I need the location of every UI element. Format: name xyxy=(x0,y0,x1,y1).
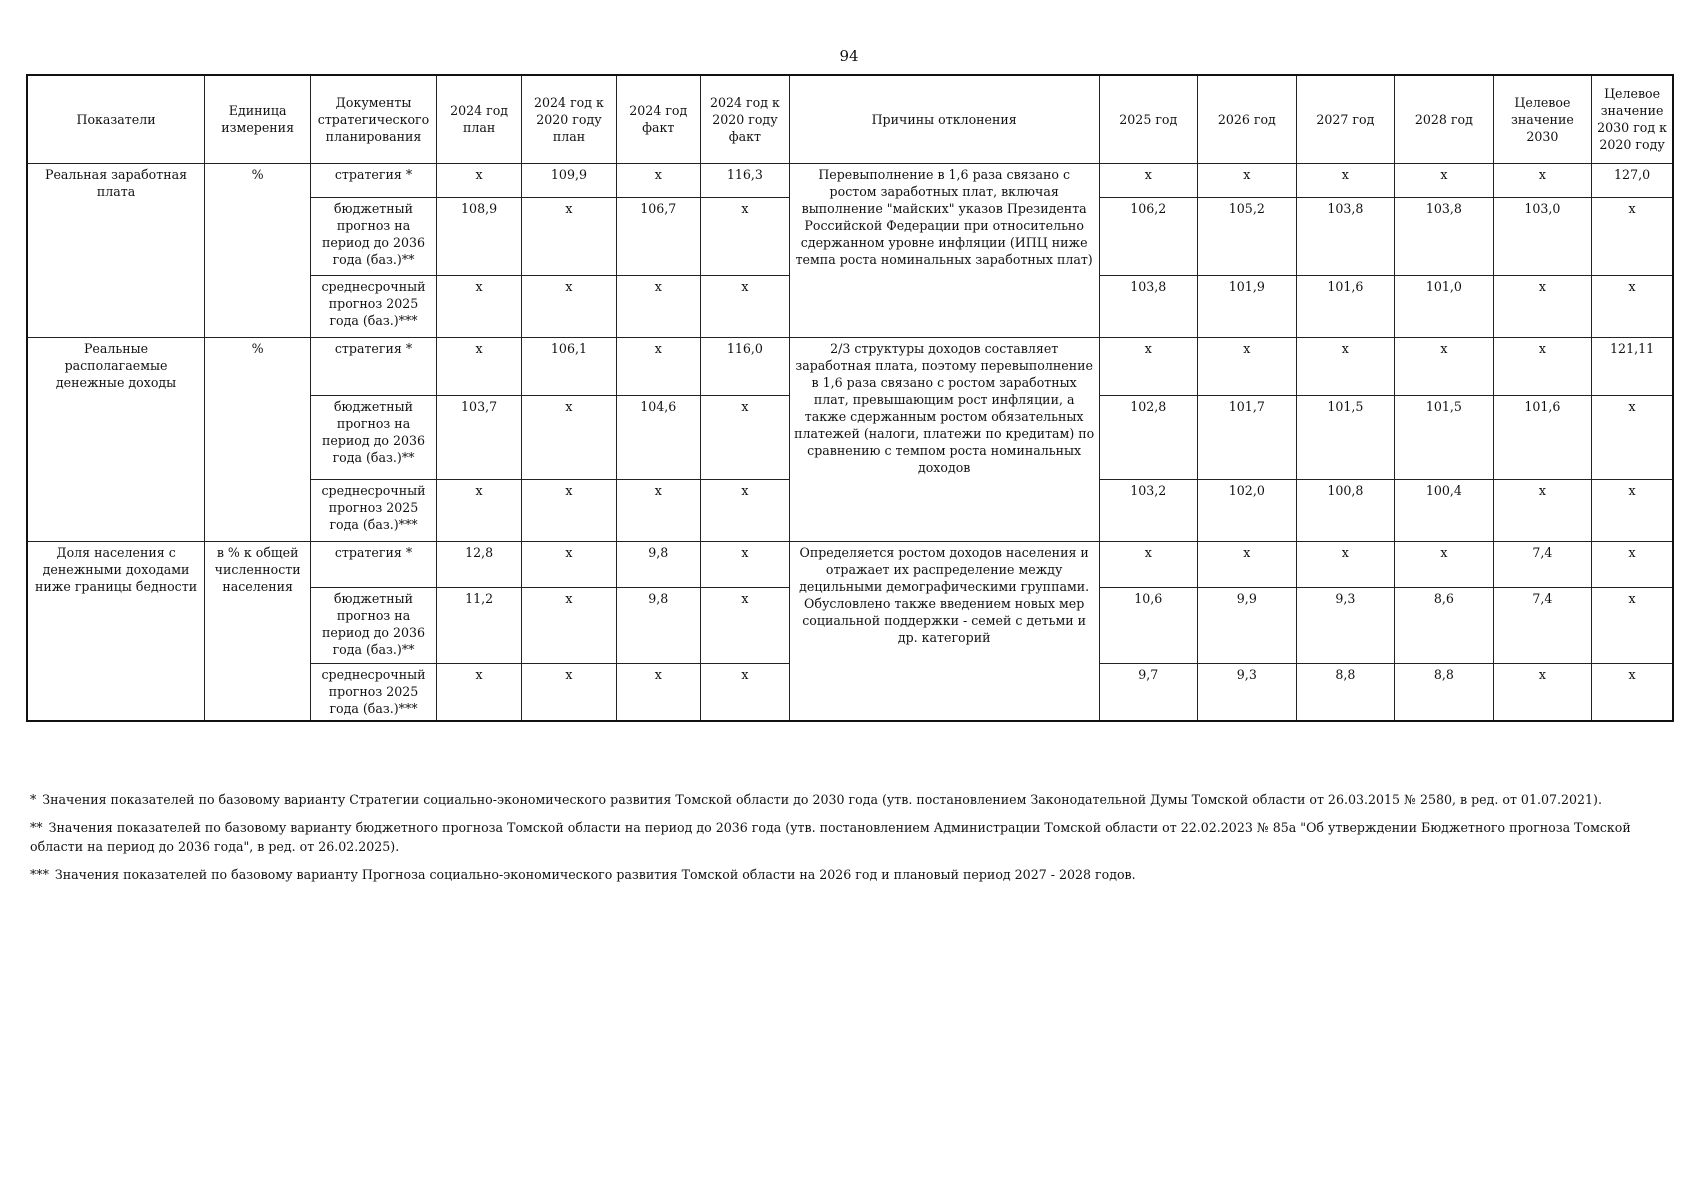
forecast-cell: x xyxy=(1592,275,1673,337)
value-cell: x xyxy=(436,479,522,541)
value-cell: x xyxy=(522,479,616,541)
forecast-cell: 101,5 xyxy=(1395,395,1494,479)
forecast-cell: x xyxy=(1493,275,1592,337)
footnote-text: Значения показателей по базовому варианту Стратегии социально-экономического развития Томской области до 2030 года (утв. постановлением Законодательной Думы Томской области от 26.03.2015 № 2580, в ред. от 01.07.2021). xyxy=(42,792,1602,807)
forecast-cell: x xyxy=(1099,541,1198,587)
header-cell: 2025 год xyxy=(1099,75,1198,163)
forecast-cell: 101,7 xyxy=(1198,395,1297,479)
header-cell: 2026 год xyxy=(1198,75,1297,163)
unit-cell: % xyxy=(205,163,311,337)
value-cell: 108,9 xyxy=(436,197,522,275)
forecast-cell: x xyxy=(1198,541,1297,587)
indicators-table xyxy=(26,74,1674,722)
forecast-cell: x xyxy=(1296,541,1395,587)
forecast-cell: 101,0 xyxy=(1395,275,1494,337)
document-cell: бюджетный прогноз на период до 2036 года (баз.)** xyxy=(311,395,437,479)
value-cell: x xyxy=(522,587,616,663)
footnote-text: Значения показателей по базовому варианту Прогноза социально-экономического развития Томской области на 2026 год и плановый период 2027 - 2028 годов. xyxy=(54,866,1136,882)
value-cell: 103,7 xyxy=(436,395,522,479)
forecast-cell: x xyxy=(1395,541,1494,587)
forecast-cell: x xyxy=(1296,163,1395,197)
forecast-cell: x xyxy=(1493,663,1592,721)
value-cell: x xyxy=(522,395,616,479)
forecast-cell: x xyxy=(1493,337,1592,395)
footnote xyxy=(30,791,1670,809)
table-header xyxy=(27,75,1673,163)
forecast-cell: 101,6 xyxy=(1296,275,1395,337)
header-cell: 2027 год xyxy=(1296,75,1395,163)
document-cell: стратегия * xyxy=(311,541,437,587)
value-cell: x xyxy=(522,541,616,587)
document-cell: среднесрочный прогноз 2025 года (баз.)*** xyxy=(311,479,437,541)
forecast-cell: 102,8 xyxy=(1099,395,1198,479)
forecast-cell: 103,8 xyxy=(1099,275,1198,337)
value-cell: x xyxy=(701,197,790,275)
value-cell: 106,7 xyxy=(616,197,700,275)
forecast-cell: 9,3 xyxy=(1296,587,1395,663)
table-row xyxy=(27,163,1673,197)
reason-cell: Перевыполнение в 1,6 раза связано с ростом заработных плат, включая выполнение "майских" указов Президента Российской Федерации при относительно сдержанном уровне инфляции (ИПЦ ниже темпа роста номинальных заработных плат) xyxy=(789,163,1099,337)
value-cell: x xyxy=(522,197,616,275)
footnote xyxy=(30,819,1670,856)
forecast-cell: x xyxy=(1592,541,1673,587)
value-cell: 116,3 xyxy=(701,163,790,197)
forecast-cell: x xyxy=(1592,479,1673,541)
value-cell: x xyxy=(701,395,790,479)
forecast-cell: 8,8 xyxy=(1296,663,1395,721)
value-cell: x xyxy=(616,479,700,541)
header-cell: Показатели xyxy=(27,75,205,163)
header-cell: 2024 год к 2020 году факт xyxy=(701,75,790,163)
forecast-cell: x xyxy=(1592,197,1673,275)
value-cell: x xyxy=(436,163,522,197)
value-cell: x xyxy=(436,663,522,721)
footnote xyxy=(30,866,1670,884)
header-cell: Единица измерения xyxy=(205,75,311,163)
forecast-cell: 105,2 xyxy=(1198,197,1297,275)
forecast-cell: x xyxy=(1099,337,1198,395)
value-cell: 9,8 xyxy=(616,541,700,587)
unit-cell: в % к общей численности населения xyxy=(205,541,311,721)
forecast-cell: x xyxy=(1296,337,1395,395)
forecast-cell: 106,2 xyxy=(1099,197,1198,275)
value-cell: 12,8 xyxy=(436,541,522,587)
header-cell: 2024 год к 2020 году план xyxy=(522,75,616,163)
value-cell: x xyxy=(616,337,700,395)
forecast-cell: 7,4 xyxy=(1493,541,1592,587)
value-cell: 116,0 xyxy=(701,337,790,395)
forecast-cell: 103,8 xyxy=(1296,197,1395,275)
indicator-name-cell: Доля населения с денежными доходами ниже границы бедности xyxy=(27,541,205,721)
header-cell: Причины отклонения xyxy=(789,75,1099,163)
forecast-cell: 100,4 xyxy=(1395,479,1494,541)
value-cell: x xyxy=(616,275,700,337)
value-cell: 9,8 xyxy=(616,587,700,663)
value-cell: x xyxy=(436,337,522,395)
document-cell: стратегия * xyxy=(311,337,437,395)
indicator-name-cell: Реальная заработная плата xyxy=(27,163,205,337)
indicator-name-cell: Реальные располагаемые денежные доходы xyxy=(27,337,205,541)
header-cell: Целевое значение 2030 xyxy=(1493,75,1592,163)
forecast-cell: 101,9 xyxy=(1198,275,1297,337)
value-cell: 11,2 xyxy=(436,587,522,663)
value-cell: x xyxy=(436,275,522,337)
forecast-cell: 100,8 xyxy=(1296,479,1395,541)
forecast-cell: 101,5 xyxy=(1296,395,1395,479)
table-row xyxy=(27,541,1673,587)
reason-cell: Определяется ростом доходов населения и отражает их распределение между децильными демографическими группами. Обусловлено также введением новых мер социальной поддержки - семей с детьми и др. категорий xyxy=(789,541,1099,721)
forecast-cell: x xyxy=(1198,163,1297,197)
document-cell: среднесрочный прогноз 2025 года (баз.)*** xyxy=(311,275,437,337)
forecast-cell: x xyxy=(1592,587,1673,663)
forecast-cell: 102,0 xyxy=(1198,479,1297,541)
header-cell: Документы стратегического планирования xyxy=(311,75,437,163)
value-cell: x xyxy=(616,663,700,721)
value-cell: x xyxy=(701,479,790,541)
forecast-cell: 8,6 xyxy=(1395,587,1494,663)
forecast-cell: 103,8 xyxy=(1395,197,1494,275)
document-cell: бюджетный прогноз на период до 2036 года (баз.)** xyxy=(311,587,437,663)
header-cell: Целевое значение 2030 год к 2020 году xyxy=(1592,75,1673,163)
footnote-mark: * xyxy=(30,792,37,807)
table-body xyxy=(27,163,1673,721)
document-cell: среднесрочный прогноз 2025 года (баз.)*** xyxy=(311,663,437,721)
value-cell: x xyxy=(701,663,790,721)
forecast-cell: 103,0 xyxy=(1493,197,1592,275)
forecast-cell: 9,9 xyxy=(1198,587,1297,663)
forecast-cell: 101,6 xyxy=(1493,395,1592,479)
header-cell: 2028 год xyxy=(1395,75,1494,163)
table-row xyxy=(27,337,1673,395)
value-cell: 106,1 xyxy=(522,337,616,395)
forecast-cell: x xyxy=(1493,163,1592,197)
value-cell: 104,6 xyxy=(616,395,700,479)
value-cell: 109,9 xyxy=(522,163,616,197)
unit-cell: % xyxy=(205,337,311,541)
forecast-cell: 127,0 xyxy=(1592,163,1673,197)
forecast-cell: x xyxy=(1493,479,1592,541)
reason-cell: 2/3 структуры доходов составляет заработная плата, поэтому перевыполнение в 1,6 раза связано с ростом заработных плат, превышающим рост инфляции, а также сдержанным ростом обязательных платежей (налоги, платежи по кредитам) по сравнению с темпом роста номинальных доходов xyxy=(789,337,1099,541)
footnote-mark: *** xyxy=(30,866,49,882)
value-cell: x xyxy=(522,663,616,721)
forecast-cell: x xyxy=(1592,395,1673,479)
forecast-cell: 121,11 xyxy=(1592,337,1673,395)
value-cell: x xyxy=(616,163,700,197)
value-cell: x xyxy=(701,587,790,663)
forecast-cell: x xyxy=(1395,337,1494,395)
forecast-cell: 8,8 xyxy=(1395,663,1494,721)
value-cell: x xyxy=(701,541,790,587)
forecast-cell: x xyxy=(1099,163,1198,197)
forecast-cell: 7,4 xyxy=(1493,587,1592,663)
document-cell: стратегия * xyxy=(311,163,437,197)
header-cell: 2024 год факт xyxy=(616,75,700,163)
forecast-cell: 103,2 xyxy=(1099,479,1198,541)
forecast-cell: 9,3 xyxy=(1198,663,1297,721)
forecast-cell: x xyxy=(1198,337,1297,395)
page-number: 94 xyxy=(839,47,859,65)
header-cell: 2024 год план xyxy=(436,75,522,163)
forecast-cell: 10,6 xyxy=(1099,587,1198,663)
footnote-mark: ** xyxy=(30,820,43,836)
footnotes xyxy=(30,791,1670,894)
footnote-text: Значения показателей по базовому варианту бюджетного прогноза Томской области на период до 2036 года (утв. постановлением Администрации Томской области от 22.02.2023 № 85а "Об утверждении Бюджетного прогноза Томской области на период до 2036 года", в ред. от 26.02.2025). xyxy=(30,820,1631,854)
forecast-cell: 9,7 xyxy=(1099,663,1198,721)
value-cell: x xyxy=(522,275,616,337)
value-cell: x xyxy=(701,275,790,337)
forecast-cell: x xyxy=(1395,163,1494,197)
document-cell: бюджетный прогноз на период до 2036 года (баз.)** xyxy=(311,197,437,275)
forecast-cell: x xyxy=(1592,663,1673,721)
